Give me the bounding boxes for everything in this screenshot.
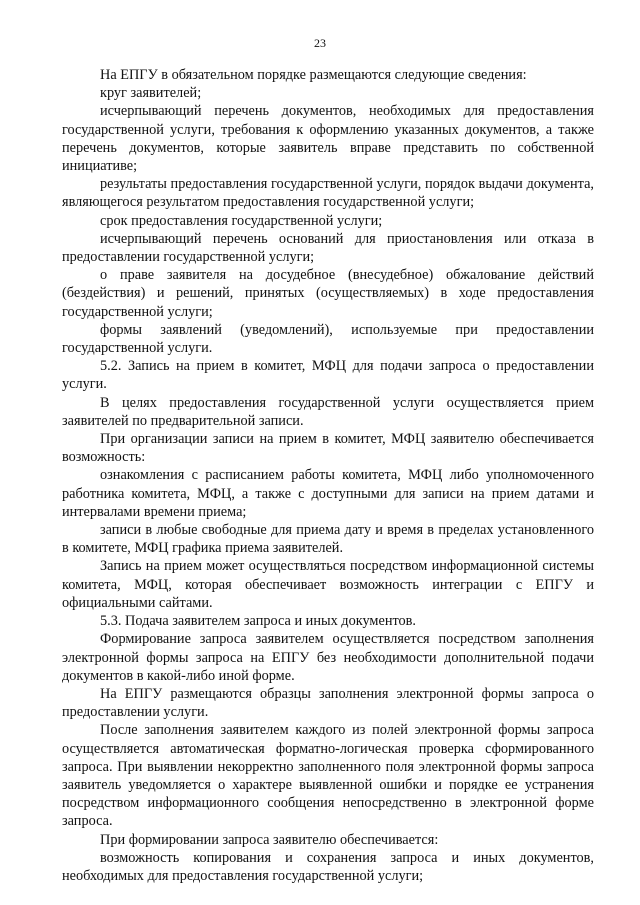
- paragraph: На ЕПГУ в обязательном порядке размещаются следующие сведения:: [100, 67, 527, 83]
- paragraph: круг заявителей;: [100, 85, 202, 102]
- page-number: 23: [314, 36, 326, 50]
- paragraph: исчерпывающий перечень оснований для приостановления или отказа в предоставлении государственной услуги;: [62, 230, 594, 266]
- paragraph: После заполнения заявителем каждого из полей электронной формы запроса осуществляется автоматическая форматно-логическая проверка сформированного запроса. При выявлении некорректно заполненного поля электронной формы запроса заявитель уведомляется о характере выявленной ошибки и порядке ее устранения посредством информационного сообщения непосредственно в электронной форме запроса.: [62, 722, 594, 830]
- paragraph: о праве заявителя на досудебное (внесудебное) обжалование действий (бездействия) и решений, принятых (осуществляемых) в ходе предоставления государственной услуги;: [62, 267, 594, 320]
- document-body: [62, 66, 594, 885]
- section-heading: 5.2. Запись на прием в комитет, МФЦ для подачи запроса о предоставлении услуги.: [62, 358, 594, 393]
- section-heading: 5.3. Подача заявителем запроса и иных документов.: [100, 613, 417, 630]
- paragraph: При формировании запроса заявителю обеспечивается:: [100, 831, 439, 848]
- paragraph: Формирование запроса заявителем осуществляется посредством заполнения электронной формы запроса на ЕПГУ без необходимости дополнительной подачи документов в какой-либо иной форме.: [62, 631, 594, 684]
- paragraph: результаты предоставления государственной услуги, порядок выдачи документа, являющегося результатом предоставления государственной услуги;: [62, 176, 594, 211]
- paragraph: При организации записи на прием в комитет, МФЦ заявителю обеспечивается возможность:: [62, 431, 594, 466]
- paragraph: возможность копирования и сохранения запроса и иных документов, необходимых для предоставления государственной услуги;: [62, 849, 594, 884]
- paragraph: срок предоставления государственной услуги;: [100, 212, 383, 229]
- paragraph: Запись на прием может осуществляться посредством информационной системы комитета, МФЦ, которая обеспечивает возможность интеграции с ЕПГУ и официальными сайтами.: [62, 558, 594, 611]
- paragraph: ознакомления с расписанием работы комитета, МФЦ либо уполномоченного работника комитета, МФЦ, а также с доступными для записи на прием датами и интервалами времени приема;: [62, 467, 594, 520]
- paragraph: В целях предоставления государственной услуги осуществляется прием заявителей по предварительной записи.: [62, 394, 594, 429]
- paragraph: записи в любые свободные для приема дату и время в пределах установленного в комитете, МФЦ графика приема заявителей.: [62, 522, 594, 557]
- paragraph: формы заявлений (уведомлений), используемые при предоставлении государственной услуги.: [62, 321, 594, 357]
- paragraph: исчерпывающий перечень документов, необходимых для предоставления государственной услуги, требования к оформлению указанных документов, а также перечень документов, которые заявитель вправе представить по собственной инициативе;: [62, 103, 594, 175]
- paragraph: На ЕПГУ размещаются образцы заполнения электронной формы запроса о предоставлении услуги.: [62, 685, 594, 721]
